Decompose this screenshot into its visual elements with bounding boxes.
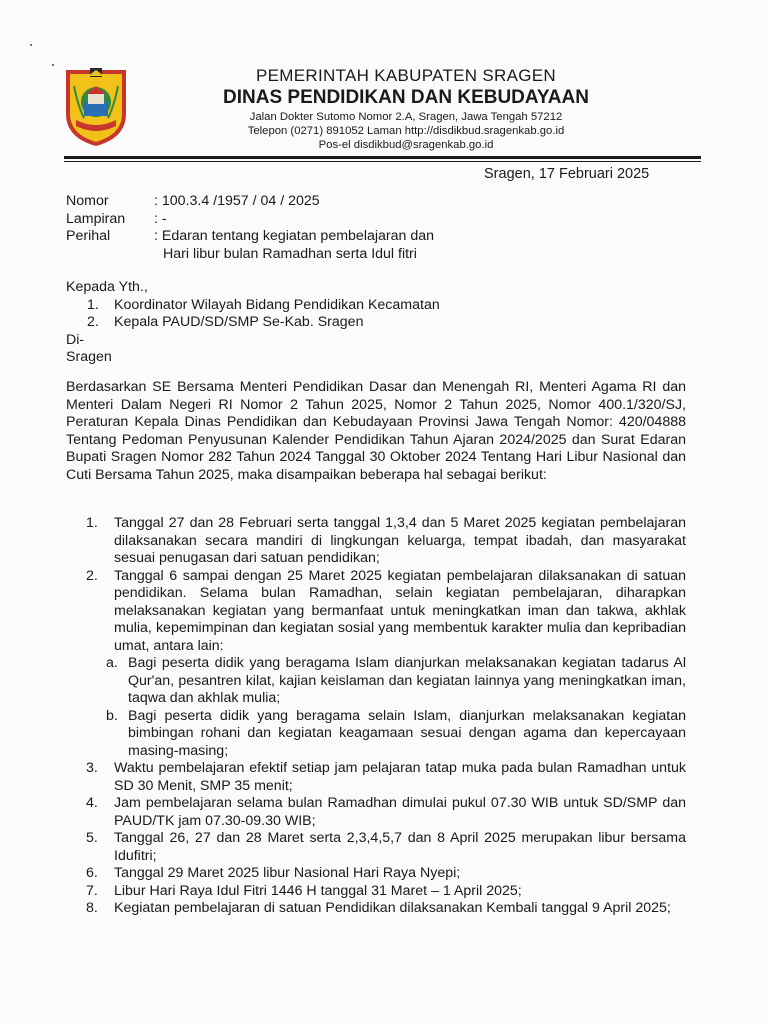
list-item: 6. Tanggal 29 Maret 2025 libur Nasional Hari Raya Nyepi; [86,865,461,881]
lampiran-label: Lampiran [66,210,126,227]
phone-line: Telepon (0271) 891052 Laman http://disdikbud.sragenkab.go.id [247,125,565,137]
email-line: Pos-el disdikbud@sragenkab.go.id [318,139,494,151]
recipient-block [66,279,440,367]
letterhead [186,66,626,152]
sragen-coat-of-arms-icon [64,66,128,146]
letter-date: Sragen, 17 Februari 2025 [484,166,650,182]
list-item: 2. Kepala PAUD/SD/SMP Se-Kab. Sragen [87,314,364,330]
list-item: 7. Libur Hari Raya Idul Fitri 1446 H tanggal 31 Maret – 1 April 2025; [86,882,522,899]
header-divider-thick [64,156,701,159]
address-line: Jalan Dokter Sutomo Nomor 2.A, Sragen, Jawa Tengah 57212 [249,111,563,123]
department-name: DINAS PENDIDIKAN DAN KEBUDAYAAN [223,87,589,108]
nomor-label: Nomor [66,193,109,209]
header-divider-thin [64,161,701,162]
perihal-value-line2: Hari libur bulan Ramadhan serta Idul fitri [163,245,417,262]
list-item: 1. Koordinator Wilayah Bidang Pendidikan Kecamatan [87,296,440,313]
recipient-place: Sragen [66,349,112,365]
recipient-di: Di- [66,331,85,348]
list-item: 8. Kegiatan pembelajaran di satuan Pendidikan dilaksanakan Kembali tanggal 9 April 2025; [86,900,671,916]
scan-speck [30,44,32,46]
perihal-value: : Edaran tentang kegiatan pembelajaran dan [154,228,435,244]
list-item: 1. Tanggal 27 dan 28 Februari serta tanggal 1,3,4 dan 5 Maret 2025 kegiatan pembelajaran dilaksanakan secara mandiri di lingkungan keluarga, tempat ibadah, dan masyarakat sesuai penugasan dari satuan pendidikan; [86,515,686,566]
lampiran-value: : - [154,210,167,227]
perihal-label: Perihal [66,228,111,244]
list-item: 3. Waktu pembelajaran efektif setiap jam pelajaran tatap muka pada bulan Ramadhan untuk SD 30 Menit, SMP 35 menit; [86,760,686,794]
scan-speck [52,64,54,66]
points-list [86,515,686,918]
letter-meta [66,193,503,263]
greeting: Kepada Yth., [66,279,148,295]
sub-list-item: b. Bagi peserta didik yang beragama selain Islam, dianjurkan melaksanakan kegiatan bimbingan rohani dan kegiatan keagamaan sesuai dengan agama dan kepercayaan masing-masing; [106,707,686,759]
intro-paragraph: Berdasarkan SE Bersama Menteri Pendidikan Dasar dan Menengah RI, Menteri Agama RI dan Menteri Dalam Negeri RI Nomor 2 Tahun 2025, Nomor 2 Tahun 2025, Nomor 400.1/320/SJ, Peraturan Kepala Dinas Pendidikan dan Kebudayaan Provinsi Jawa Tengah Nomor: 420/04888 Tentang Pedoman Penyusunan Kalender Pendidikan Tahun Ajaran 2024/2025 dan Surat Edaran Bupati Sragen Nomor 282 Tahun 2024 Tanggal 30 Oktober 2024 Tentang Hari Libur Nasional dan Cuti Bersama Tahun 2025, maka disampaikan beberapa hal sebagai berikut: [66,379,686,483]
list-item: 4. Jam pembelajaran selama bulan Ramadhan dimulai pukul 07.30 WIB untuk SD/SMP dan PAUD/TK jam 07.30-09.30 WIB; [86,795,686,829]
nomor-value: : 100.3.4 /1957 / 04 / 2025 [154,193,320,209]
sub-list-item: a. Bagi peserta didik yang beragama Islam dianjurkan melaksanakan kegiatan tadarus Al Qur'an, pesantren kilat, kajian keislaman dan kegiatan lainnya yang meningkatkan iman, taqwa dan akhlak mulia; [106,655,686,706]
list-item: 5. Tanggal 26, 27 dan 28 Maret serta 2,3,4,5,7 dan 8 April 2025 merupakan libur bersama Idufitri; [86,830,686,864]
list-item: 2. Tanggal 6 sampai dengan 25 Maret 2025 kegiatan pembelajaran dilaksanakan di satuan pendidikan. Selama bulan Ramadhan, selain kegiatan pembelajaran, diharapkan melaksanakan kegiatan yang bermanfaat untuk meningkatkan iman dan takwa, akhlak mulia, kepemimpinan dan kegiatan sosial yang membentuk karakter mulia dan kepribadian umat, antara lain: [86,567,686,654]
government-name: PEMERINTAH KABUPATEN SRAGEN [256,66,556,85]
